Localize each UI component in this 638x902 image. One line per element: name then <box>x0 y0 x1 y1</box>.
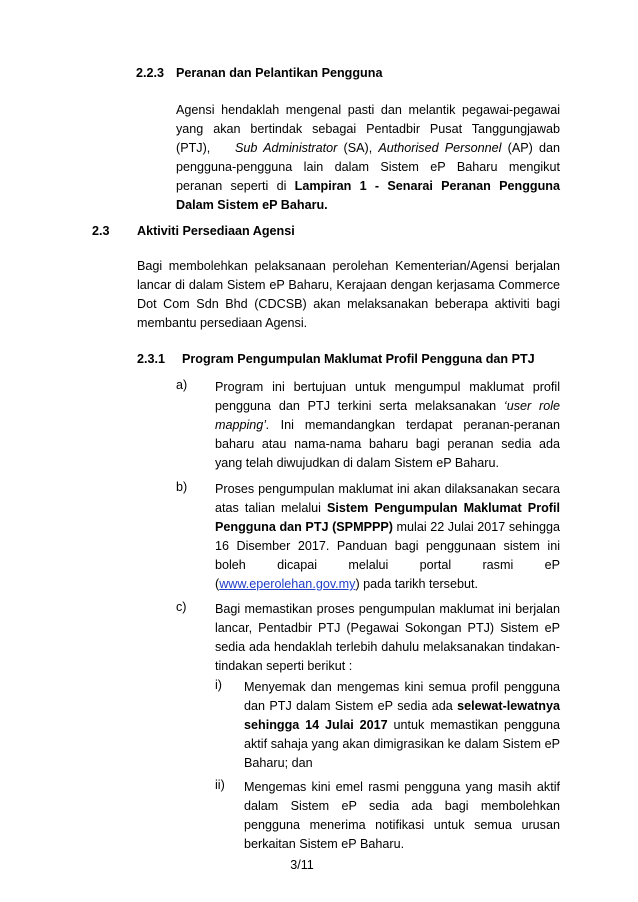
section-2-2-3-paragraph <box>176 101 560 215</box>
section-2-2-3-number: 2.2.3 <box>136 66 165 80</box>
sub-item-i-text <box>244 678 560 773</box>
item-c-label: c) <box>176 600 187 614</box>
item-a-text <box>215 378 560 473</box>
text: Ini memandangkan terdapat peranan-peranan baharu atau nama-nama baharu bagi peranan sedia ada yang telah diwujudkan di dalam Sistem eP Baharu. <box>215 418 560 470</box>
text: Menyemak dan mengemas kini semua profil pengguna dan PTJ dalam Sistem eP sedia ada <box>244 680 560 713</box>
section-2-3-1-number: 2.3.1 <box>137 352 166 366</box>
text: Proses pengumpulan maklumat ini akan dilaksanakan secara atas talian melalui <box>215 482 560 515</box>
item-c-text: Bagi memastikan proses pengumpulan maklumat ini berjalan lancar, Pentadbir PTJ (Pegawai Sokongan PTJ) Sistem eP sedia ada hendaklah terlebih dahulu melaksanakan tindakan-tindakan seperti berikut : <box>215 602 560 673</box>
eperolehan-link[interactable]: www.eperolehan.gov.my <box>219 577 356 591</box>
text: (SA), <box>343 141 373 155</box>
deadline-text: selewat-lewatnya sehingga 14 Julai 2017 <box>244 699 560 732</box>
spmppp-system-name: Sistem Pengumpulan Maklumat Profil Pengguna dan PTJ (SPMPPP) <box>215 501 560 534</box>
item-b-text <box>215 480 560 594</box>
text: Agensi hendaklah mengenal pasti dan melantik pegawai-pegawai yang akan bertindak sebagai Pentadbir Pusat Tanggungjawab (PTJ), <box>176 103 560 155</box>
section-2-3-number: 2.3 <box>92 224 110 238</box>
lampiran-reference: Lampiran 1 - Senarai Peranan Pengguna Dalam Sistem eP Baharu. <box>176 179 560 212</box>
text: untuk memastikan pengguna aktif sahaja yang akan dimigrasikan ke dalam Sistem eP Baharu; dan <box>244 718 560 770</box>
user-role-mapping-term: ‘user role mapping’. <box>215 399 560 432</box>
page-number: 3/11 <box>290 858 314 872</box>
sub-item-ii-text: Mengemas kini emel rasmi pengguna yang masih aktif dalam Sistem eP sedia ada bagi membolehkan pengguna menerima notifikasi untuk semua urusan berkaitan Sistem eP Baharu. <box>244 780 560 851</box>
item-a-label: a) <box>176 378 188 392</box>
authorised-personnel-term: Authorised Personnel <box>378 141 502 155</box>
text: ) pada tarikh tersebut. <box>355 577 478 591</box>
section-2-2-3-title: Peranan dan Pelantikan Pengguna <box>176 66 383 80</box>
sub-item-i-label: i) <box>215 678 222 692</box>
text: (AP) dan pengguna-pengguna lain dalam Sistem eP Baharu mengikut peranan seperti di <box>176 141 561 193</box>
sub-item-ii-label: ii) <box>215 778 225 792</box>
text: Program ini bertujuan untuk mengumpul maklumat profil pengguna dan PTJ terkini serta melaksanakan <box>215 380 560 413</box>
sub-administrator-term: Sub Administrator <box>235 141 338 155</box>
item-b-label: b) <box>176 480 188 494</box>
section-2-3-paragraph: Bagi membolehkan pelaksanaan perolehan Kementerian/Agensi berjalan lancar di dalam Sistem eP Baharu, Kerajaan dengan kerjasama Commerce Dot Com Sdn Bhd (CDCSB) akan melaksanakan beberapa aktiviti bagi membantu persediaan Agensi. <box>137 259 560 330</box>
section-2-3-title: Aktiviti Persediaan Agensi <box>137 224 295 238</box>
section-2-3-1-title: Program Pengumpulan Maklumat Profil Pengguna dan PTJ <box>182 352 535 366</box>
text: mulai 22 Julai 2017 sehingga 16 Disember 2017. Panduan bagi penggunaan sistem ini boleh dicapai melalui portal rasmi eP ( <box>215 520 560 591</box>
